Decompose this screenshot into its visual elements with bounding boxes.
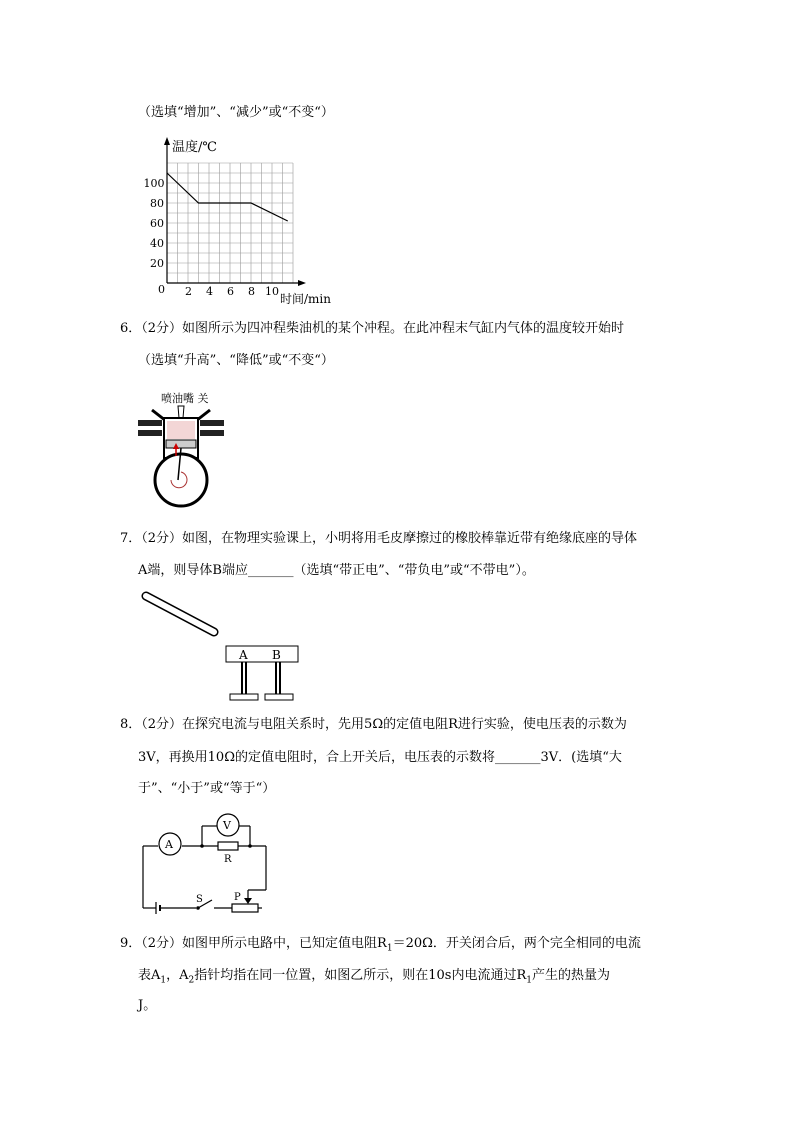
resistor-label: R [224,854,232,865]
slider-arrow-icon [244,898,252,904]
y-tick-label: 80 [150,197,164,210]
fuel-nozzle-icon [178,406,184,418]
q6-line1: 6．（2分）如图所示为四冲程柴油机的某个冲程。在此冲程末气缸内气体的温度较开始时 [120,321,625,336]
q9-line2: 表$A_1$，$A_2$指针均指在同一位置，如图乙所示，则在10s内电流通过$R_1$产生的热量为 [138,968,611,986]
crankcase [155,454,207,506]
compressed-gas [167,421,195,439]
voltmeter-label: V [223,819,231,832]
y-axis-arrow [164,137,170,145]
y-tick-label: 40 [150,237,164,250]
x-axis-arrow [298,280,306,286]
y-tick-label: 100 [143,177,165,190]
x-tick-label: 2 [185,285,192,298]
ammeter-label: A [165,838,173,851]
x-tick-label: 4 [206,285,213,298]
base-right [265,694,293,700]
rheostat-icon [232,904,258,912]
fill-hint: （选填“增加”、“减少”或“不变“） [138,105,334,120]
x-tick-label: 6 [227,285,234,298]
end-a-label: A [239,648,248,662]
q8-line1: 8．（2分）在探究电流与电阻关系时，先用5Ω的定值电阻R进行实验，使电压表的示数为 [120,717,627,732]
exhaust-pipe [200,420,224,426]
intake-pipe [138,420,162,426]
y-axis-label: 温度/℃ [172,140,217,155]
x-axis-label: 时间/min [280,292,331,306]
nozzle-label: 喷油嘴 关 [161,392,209,405]
temperature-series-line [167,173,288,221]
q9-line1: 9．（2分）如图甲所示电路中，已知定值电阻$R_1=20\Omega$．开关闭合后，两个完全相同的电流 [120,936,641,954]
switch-label: S [196,894,203,905]
circuit-figure [138,810,273,922]
q7-line2: A端，则导体B端应_______（选填“带正电”、“带负电”或“不带电”）。 [138,563,535,578]
conductor-body [226,646,298,662]
q9-line3: J。 [138,998,157,1013]
base-left [230,694,258,700]
y-tick-label: 20 [150,257,164,270]
q7-line1: 7．（2分）如图，在物理实验课上，小明将用毛皮摩擦过的橡胶棒靠近带有绝缘底座的导体 [120,531,638,546]
diesel-engine-figure [136,388,226,516]
piston [166,440,196,448]
q6-line2: （选填“升高”、“降低”或“不变“） [138,353,334,368]
y-tick-label: 60 [150,217,164,230]
conductor-figure [138,588,308,710]
resistor-icon [218,842,238,850]
origin-label: 0 [158,283,165,296]
x-tick-label: 8 [248,285,255,298]
slider-label: P [234,892,241,903]
temperature-time-chart [140,135,350,314]
q8-line3: 于”、“小于”或“等于“） [138,781,276,796]
x-tick-label: 10 [265,285,279,298]
end-b-label: B [272,648,281,662]
q8-line2: 3V，再换用10Ω的定值电阻时，合上开关后，电压表的示数将_______3V．(选填“大 [138,750,622,765]
